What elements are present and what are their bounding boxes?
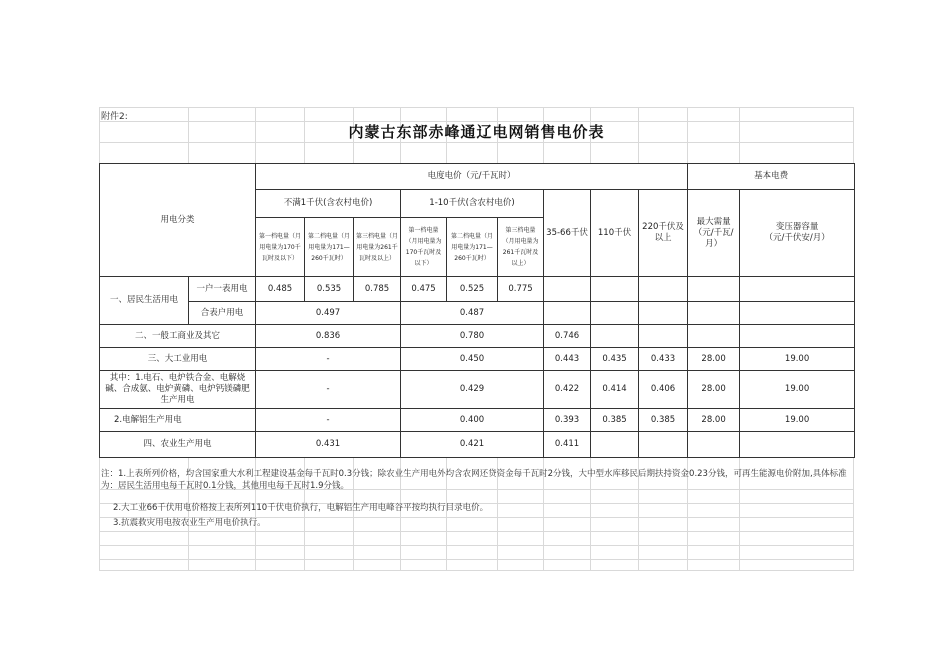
table-cell: 0.421 (401, 432, 544, 458)
table-cell: 0.450 (401, 348, 544, 371)
table-cell: 0.385 (591, 409, 639, 432)
header-energy-price: 电度电价（元/千瓦时） (256, 164, 688, 190)
table-cell (740, 432, 855, 458)
table-cell (639, 432, 688, 458)
row-large-industry: 三、大工业用电 (100, 348, 256, 371)
table-cell: 0.785 (354, 277, 401, 302)
table-cell: 19.00 (740, 348, 855, 371)
note-3: 3.抗震救灾用电按农业生产用电价执行。 (113, 518, 266, 528)
table-cell (688, 277, 740, 302)
table-cell: 0.485 (256, 277, 305, 302)
table-cell (688, 302, 740, 325)
table-cell: 28.00 (688, 409, 740, 432)
table-cell: 0.422 (544, 371, 591, 409)
header-category: 用电分类 (100, 164, 256, 277)
table-cell: 0.435 (591, 348, 639, 371)
table-cell (740, 277, 855, 302)
table-cell (591, 432, 639, 458)
tariff-table (99, 163, 855, 458)
table-cell (591, 302, 639, 325)
table-cell: - (256, 409, 401, 432)
table-cell: 0.780 (401, 325, 544, 348)
header-35-66kv: 35-66千伏 (544, 190, 591, 277)
table-cell (591, 277, 639, 302)
table-cell: 0.406 (639, 371, 688, 409)
table-cell: 0.431 (256, 432, 401, 458)
table-cell: 0.775 (498, 277, 544, 302)
header-1-10kv: 1-10千伏(含农村电价) (401, 190, 544, 218)
table-cell: 0.836 (256, 325, 401, 348)
table-cell: 0.414 (591, 371, 639, 409)
table-cell: 0.400 (401, 409, 544, 432)
table-cell: 0.443 (544, 348, 591, 371)
row-single-meter: 一户一表用电 (189, 277, 256, 302)
table-cell (544, 302, 591, 325)
header-under-1kv: 不满1千伏(含农村电价) (256, 190, 401, 218)
header-max-demand: 最大需量 （元/千瓦/月） (688, 190, 740, 277)
table-cell (688, 325, 740, 348)
header-tier3-a: 第三档电量（月用电量为261千瓦时及以上） (354, 218, 401, 277)
table-cell: 0.475 (401, 277, 447, 302)
page-title: 内蒙古东部赤峰通辽电网销售电价表 (348, 123, 605, 141)
notes-section (99, 468, 854, 529)
table-cell (639, 325, 688, 348)
table-cell: 0.411 (544, 432, 591, 458)
row-residential: 一、居民生活用电 (100, 277, 189, 325)
table-cell (639, 277, 688, 302)
table-cell (740, 302, 855, 325)
row-agriculture: 四、农业生产用电 (100, 432, 256, 458)
header-tier2-a: 第二档电量（月用电量为171—260千瓦时） (305, 218, 354, 277)
table-cell: 28.00 (688, 371, 740, 409)
row-of-which: 其中：1.电石、电炉铁合金、电解烧碱、合成氨、电炉黄磷、电炉钙镁磷肥生产用电 (100, 371, 256, 409)
table-cell (740, 325, 855, 348)
header-tier1-b: 第一档电量（月用电量为170千瓦时及以下） (401, 218, 447, 277)
table-cell: 19.00 (740, 409, 855, 432)
table-cell: 0.497 (256, 302, 401, 325)
note-1: 注：1.上表所列价格，均含国家重大水利工程建设基金每千瓦时0.3分钱；除农业生产用电外均含农网还贷资金每千瓦时2分钱，大中型水库移民后期扶持资金0.23分钱，可再生能源电价附加,具体标准为：居民生活用电每千瓦时0.1分钱，其他用电每千瓦时1.9分钱。 (101, 469, 847, 491)
table-cell: 0.393 (544, 409, 591, 432)
table-cell (544, 277, 591, 302)
table-cell: 28.00 (688, 348, 740, 371)
header-tier3-b: 第三档电量（月用电量为261千瓦时及以上） (498, 218, 544, 277)
row-general: 二、一般工商业及其它 (100, 325, 256, 348)
table-cell: 0.535 (305, 277, 354, 302)
row-aluminum: 2.电解铝生产用电 (100, 409, 256, 432)
table-cell: - (256, 371, 401, 409)
table-cell: 0.429 (401, 371, 544, 409)
table-cell: - (256, 348, 401, 371)
attachment-label: 附件2: (101, 112, 128, 122)
header-110kv: 110千伏 (591, 190, 639, 277)
table-cell: 19.00 (740, 371, 855, 409)
note-2: 2.大工业66千伏用电价格按上表所列110千伏电价执行，电解铝生产用电峰谷平按均执行目录电价。 (113, 503, 489, 513)
spreadsheet-sheet (99, 107, 854, 571)
table-cell (639, 302, 688, 325)
header-tier1-a: 第一档电量（月用电量为170千瓦时及以下） (256, 218, 305, 277)
header-basic-fee: 基本电费 (688, 164, 855, 190)
table-cell: 0.385 (639, 409, 688, 432)
header-tier2-b: 第二档电量（月用电量为171—260千瓦时） (447, 218, 498, 277)
table-cell (688, 432, 740, 458)
table-cell: 0.433 (639, 348, 688, 371)
table-cell: 0.487 (401, 302, 544, 325)
table-cell: 0.525 (447, 277, 498, 302)
row-shared-meter: 合表户用电 (189, 302, 256, 325)
table-cell: 0.746 (544, 325, 591, 348)
header-220kv: 220千伏及以上 (639, 190, 688, 277)
table-cell (591, 325, 639, 348)
header-transformer: 变压器容量 （元/千伏安/月） (740, 190, 855, 277)
